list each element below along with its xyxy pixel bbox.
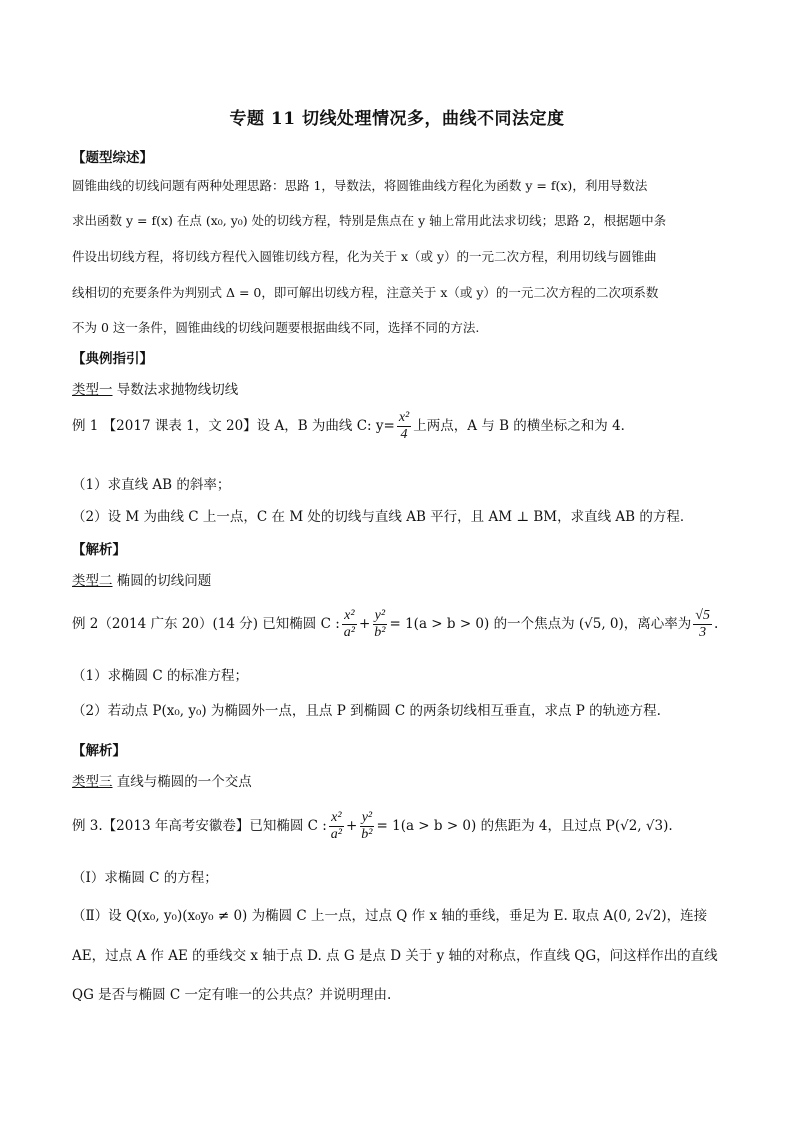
example-3-prefix: 例 3.【2013 年高考安徽卷】已知椭圆 C : [72,818,327,834]
example-1 [72,410,634,443]
type3-label: 类型三 [72,774,113,790]
type3-question-1: （Ⅰ）求椭圆 C 的方程； [72,870,218,886]
type1-label: 类型一 [72,382,113,398]
overview-heading: 【题型综述】 [72,150,153,166]
fraction-denominator: a² [330,827,342,842]
fraction-denominator: b² [361,827,373,842]
type3-header [72,770,252,790]
fraction-numerator: y² [361,810,373,825]
fraction-numerator: x² [398,410,410,425]
example-1-fraction [397,410,411,443]
overview-line-3: 件设出切线方程，将切线方程代入圆锥切线方程，化为关于 x（或 y）的一元二次方程，利用切线与圆锥曲 [72,249,657,264]
type1-analysis: 【解析】 [72,542,126,558]
fraction-x2-a2 [329,810,344,843]
type1-question-2: （2）设 M 为曲线 C 上一点，C 在 M 处的切线与直线 AB 平行，且 AM ⊥ BM，求直线 AB 的方程． [72,509,694,525]
example-1-suffix: 上两点，A 与 B 的横坐标之和为 4． [413,418,635,434]
type1-header [72,378,238,398]
examples-heading: 【典例指引】 [72,351,153,367]
example-3-middle: = 1(a > b > 0) 的焦距为 4，且过点 P(√2, √3). [376,818,673,834]
type2-title: 椭圆的切线问题 [112,573,212,589]
type2-label: 类型二 [72,573,113,589]
example-1-prefix: 例 1 【2017 课表 1，文 20】设 A，B 为曲线 C: y= [72,418,395,434]
example-2 [72,608,718,641]
fraction-denominator: 4 [400,427,408,442]
type2-analysis: 【解析】 [72,743,126,759]
type2-question-1: （1）求椭圆 C 的标准方程； [72,668,249,684]
type2-header [72,569,211,589]
plus-sign: + [345,818,358,834]
example-2-middle: = 1(a > b > 0) 的一个焦点为 (√5, 0)，离心率为 [389,616,692,632]
overview-line-4: 线相切的充要条件为判别式 Δ = 0，即可解出切线方程，注意关于 x（或 y）的一元二次方程的二次项系数 [72,285,659,300]
fraction-numerator: x² [331,810,342,825]
overview-line-5: 不为 0 这一条件，圆锥曲线的切线问题要根据曲线不同，选择不同的方法. [72,320,480,335]
type3-title: 直线与椭圆的一个交点 [112,774,252,790]
fraction-denominator: a² [343,625,355,640]
type3-question-2-line-2: AE，过点 A 作 AE 的垂线交 x 轴于点 D. 点 G 是点 D 关于 y 轴的对称点，作直线 QG，问这样作出的直线 [72,948,718,964]
fraction-x2-a2 [342,608,357,641]
fraction-numerator: y² [374,608,386,623]
fraction-numerator: √5 [695,608,710,623]
fraction-numerator: x² [344,608,355,623]
example-2-prefix: 例 2（2014 广东 20）(14 分) 已知椭圆 C : [72,616,340,632]
fraction-y2-b2 [372,608,387,641]
overview-line-1: 圆锥曲线的切线问题有两种处理思路：思路 1，导数法，将圆锥曲线方程化为函数 y = f(x)，利用导数法 [72,178,648,193]
plus-sign: + [358,616,371,632]
fraction-denominator: b² [374,625,386,640]
type1-title: 导数法求抛物线切线 [112,382,239,398]
type2-question-2: （2）若动点 P(x₀, y₀) 为椭圆外一点，且点 P 到椭圆 C 的两条切线相互垂直，求点 P 的轨迹方程. [72,703,661,719]
overview-line-2: 求出函数 y = f(x) 在点 (x₀, y₀) 处的切线方程，特别是焦点在 y 轴上常用此法求切线；思路 2，根据题中条 [72,213,667,228]
fraction-denominator: 3 [699,625,707,640]
page-title: 专题 11 切线处理情况多，曲线不同法定度 [229,109,565,129]
fraction-y2-b2 [359,810,374,843]
example-3 [72,810,673,843]
example-2-end: . [713,616,719,632]
type3-question-2-line-3: QG 是否与椭圆 C 一定有唯一的公共点？并说明理由. [72,987,392,1003]
type1-question-1: （1）求直线 AB 的斜率； [72,477,231,493]
fraction-eccentricity [693,608,712,641]
type3-question-2-line-1: （Ⅱ）设 Q(x₀, y₀)(x₀y₀ ≠ 0) 为椭圆 C 上一点，过点 Q 作 x 轴的垂线，垂足为 E. 取点 A(0, 2√2)，连接 [72,908,708,924]
